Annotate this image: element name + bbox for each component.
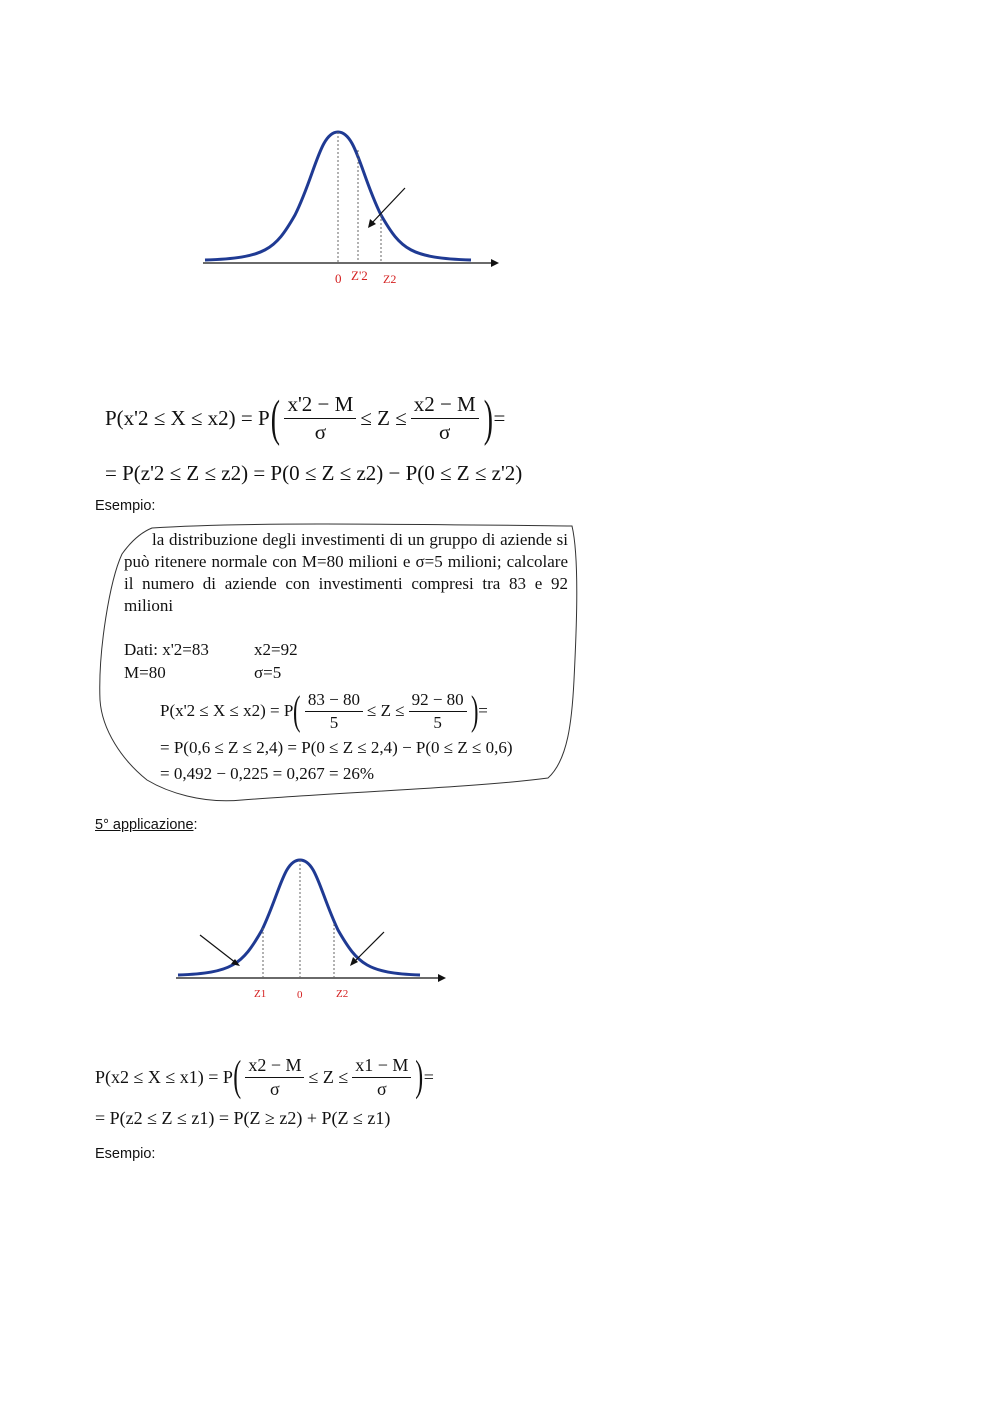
dati-mean: M=80: [124, 663, 166, 682]
label-z2-2: Z2: [336, 988, 349, 1000]
esempio-label-1: Esempio:: [95, 498, 156, 514]
x-axis-arrowhead: [491, 259, 499, 267]
example-problem-text: la distribuzione degli investimenti di un gruppo di aziende si può ritenere normale con M=80 milioni e σ=5 milioni; calcolare il numero di aziende con investimenti compresi tra 83 e 92 milioni: [124, 530, 568, 615]
section-5-title: 5° applicazione: [95, 817, 194, 833]
label-z1: Z1: [254, 988, 267, 1000]
bell-curve-2: [178, 860, 420, 975]
eq1-tail: =: [493, 405, 506, 430]
example-calc-line-2: = P(0,6 ≤ Z ≤ 2,4) = P(0 ≤ Z ≤ 2,4) − P(0 ≤ Z ≤ 0,6): [160, 738, 513, 757]
eq1-fraction-1: $\frac{x'2 - M}{\sigma}$: [284, 393, 356, 442]
label-z2-prime: Z'2: [351, 268, 368, 283]
label-z2: Z2: [383, 272, 397, 286]
equation-1-line-1: P(x'2 ≤ X ≤ x2) = P ( $\frac{x'2 - M}{\sigma}$ ≤ Z ≤ $\frac{x2 - M}{\sigma}$ ) =: [105, 389, 506, 446]
normal-curve-figure-1: [195, 120, 505, 300]
eq1-fraction-2: $\frac{x2 - M}{\sigma}$: [411, 393, 479, 442]
dati-x2: x2=92: [254, 640, 298, 659]
label-zero: 0: [335, 271, 342, 286]
eq1-lhs: P(x'2 ≤ X ≤ x2) = P: [105, 405, 270, 430]
equation-1-line-2: = P(z'2 ≤ Z ≤ z2) = P(0 ≤ Z ≤ z2) − P(0 ≤ Z ≤ z'2): [105, 460, 523, 485]
eq1-middle: ≤ Z ≤: [360, 405, 407, 430]
normal-curve-figure-2: [170, 850, 455, 1010]
section-5-heading: 5° applicazione:: [95, 817, 198, 833]
dati-sigma: σ=5: [254, 663, 282, 682]
example-calc-line-3: = 0,492 − 0,225 = 0,267 = 26%: [160, 764, 375, 783]
left-pointer-arrow: [200, 935, 236, 963]
right-pointer-arrow: [354, 932, 384, 962]
x-axis-2-arrowhead: [438, 974, 446, 982]
esempio-label-2: Esempio:: [95, 1146, 156, 1162]
equation-2-line-1: P(x2 ≤ X ≤ x1) = P ( $\frac{x2 - M}{\sigma}$ ≤ Z ≤ $\frac{x1 - M}{\sigma}$ ) =: [95, 1053, 434, 1101]
label-zero-2: 0: [297, 989, 303, 1001]
example-calc-line-1: P(x'2 ≤ X ≤ x2) = P ( $\frac{83 - 80}{5}$ ≤ Z ≤ $\frac{92 - 80}{5}$ ) =: [160, 687, 488, 733]
dati-x2-prime: Dati: x'2=83: [124, 640, 209, 659]
equation-2-line-2: = P(z2 ≤ Z ≤ z1) = P(Z ≥ z2) + P(Z ≤ z1): [95, 1108, 391, 1128]
